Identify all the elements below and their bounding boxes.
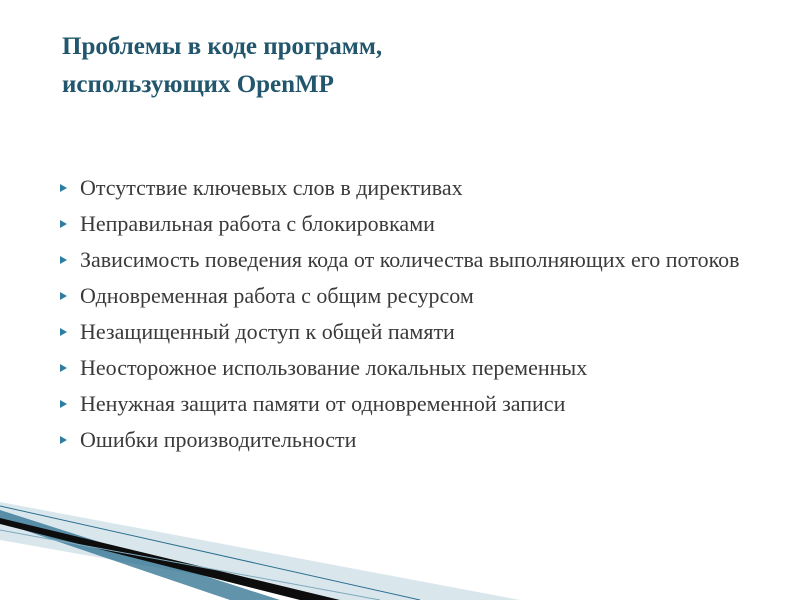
triangle-bullet-icon — [60, 364, 67, 372]
bullet-item — [0, 210, 800, 238]
bullet-item — [0, 174, 800, 202]
slide-title — [62, 28, 762, 104]
bullet-item — [0, 318, 800, 346]
bullet-item — [0, 354, 800, 382]
bullet-text: Неправильная работа с блокировками — [80, 211, 435, 236]
bullet-item — [0, 246, 800, 274]
bullet-text: Ненужная защита памяти от одновременной записи — [80, 391, 566, 416]
bullet-text: Одновременная работа с общим ресурсом — [80, 283, 474, 308]
bullet-text: Неосторожное использование локальных переменных — [80, 355, 588, 380]
triangle-bullet-icon — [60, 400, 67, 408]
bullet-text: Ошибки производительности — [80, 427, 357, 452]
slide-title-line-1: Проблемы в коде программ, — [62, 33, 383, 60]
bullet-item — [0, 426, 800, 454]
bullet-item — [0, 282, 800, 310]
bullet-text: Незащищенный доступ к общей памяти — [80, 319, 455, 344]
triangle-bullet-icon — [60, 256, 67, 264]
triangle-bullet-icon — [60, 220, 67, 228]
slide-title-line-2: использующих OpenMP — [62, 71, 334, 98]
triangle-bullet-icon — [60, 436, 67, 444]
triangle-bullet-icon — [60, 184, 67, 192]
triangle-bullet-icon — [60, 292, 67, 300]
bullet-text: Отсутствие ключевых слов в директивах — [80, 175, 463, 200]
triangle-bullet-icon — [60, 328, 67, 336]
bullet-item — [0, 390, 800, 418]
bullet-list — [0, 174, 800, 462]
bullet-text: Зависимость поведения кода от количества выполняющих его потоков — [80, 247, 740, 272]
bottom-decoration-stripes — [0, 500, 800, 600]
